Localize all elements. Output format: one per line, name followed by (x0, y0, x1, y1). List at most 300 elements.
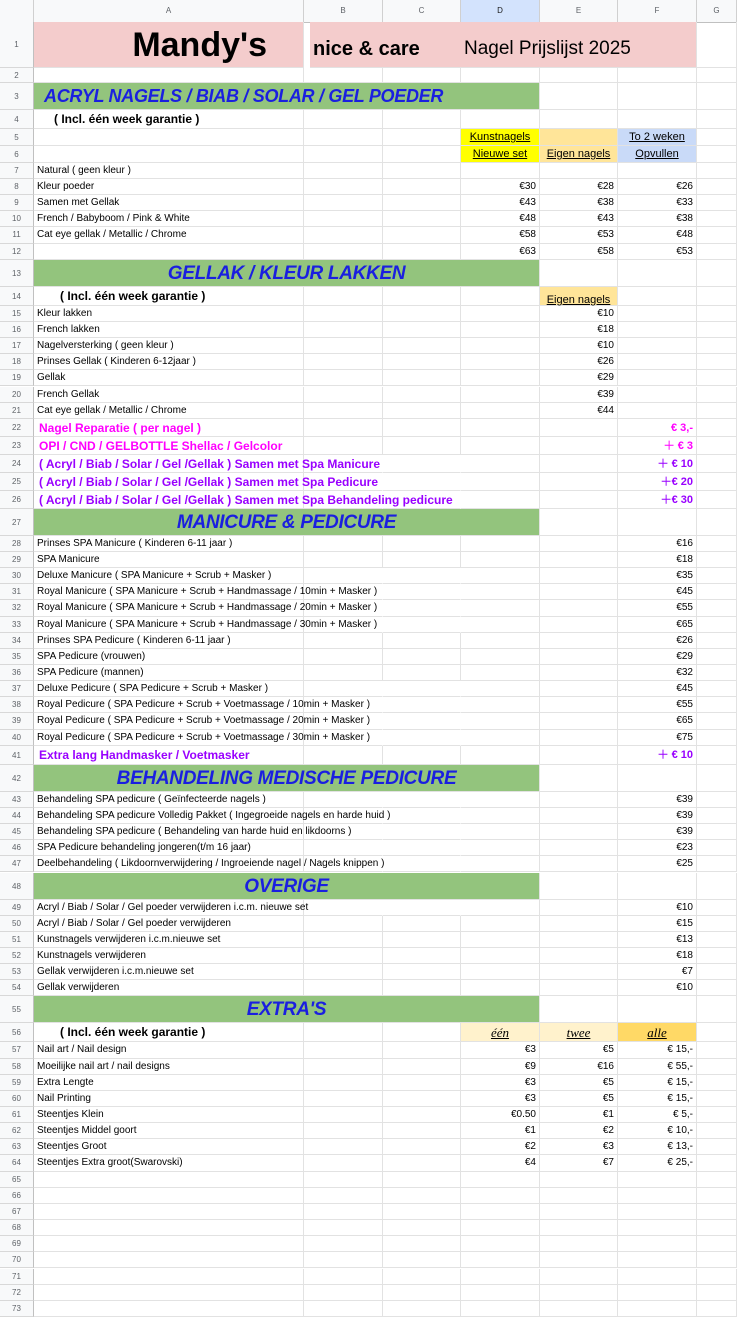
cell-d67[interactable] (461, 1204, 540, 1220)
cell-e53[interactable] (540, 964, 618, 980)
column-header-f[interactable]: F (618, 0, 697, 22)
cell-g57[interactable] (697, 1042, 737, 1058)
cell-e55[interactable] (540, 996, 618, 1023)
cell-d30[interactable] (461, 568, 540, 584)
price-f[interactable]: € 25,- (618, 1155, 697, 1171)
row-number[interactable]: 61 (0, 1107, 34, 1123)
price-f[interactable]: €32 (618, 665, 697, 681)
price-f[interactable]: €45 (618, 584, 697, 600)
price-e[interactable]: €44 (540, 403, 618, 419)
row-number[interactable]: 7 (0, 163, 34, 179)
row-number[interactable]: 22 (0, 419, 34, 437)
cell-g56[interactable] (697, 1023, 737, 1042)
row-number[interactable]: 52 (0, 948, 34, 964)
cell-c63[interactable] (383, 1139, 461, 1155)
price-e[interactable]: €5 (540, 1042, 618, 1058)
cell-g23[interactable] (697, 437, 737, 455)
service-name[interactable]: Extra lang Handmasker / Voetmasker (34, 746, 304, 765)
price-list-title[interactable]: Nagel Prijslijst 2025 (461, 22, 697, 68)
price-f[interactable]: €16 (618, 536, 697, 552)
price-f[interactable]: €35 (618, 568, 697, 584)
cell-e40[interactable] (540, 730, 618, 746)
row-number[interactable]: 73 (0, 1301, 34, 1317)
cell-e29[interactable] (540, 552, 618, 568)
cell-d2[interactable] (461, 68, 540, 83)
service-name[interactable]: Steentjes Klein (34, 1107, 304, 1123)
row-number[interactable]: 38 (0, 697, 34, 713)
cell-g52[interactable] (697, 948, 737, 964)
row-number[interactable]: 36 (0, 665, 34, 681)
cell-d37[interactable] (461, 681, 540, 697)
cell-g24[interactable] (697, 455, 737, 473)
cell-a70[interactable] (34, 1252, 304, 1268)
column-header-e[interactable]: E (540, 0, 618, 22)
row-number[interactable]: 63 (0, 1139, 34, 1155)
cell-g66[interactable] (697, 1188, 737, 1204)
cell-c52[interactable] (383, 948, 461, 964)
cell-d69[interactable] (461, 1236, 540, 1252)
service-name[interactable]: Moeilijke nail art / nail designs (34, 1059, 304, 1075)
cell-g36[interactable] (697, 665, 737, 681)
price-e[interactable]: €58 (540, 244, 618, 260)
cell-b17[interactable] (304, 338, 383, 354)
cell-b53[interactable] (304, 964, 383, 980)
row-number[interactable]: 35 (0, 649, 34, 665)
cell-g47[interactable] (697, 856, 737, 872)
price-e[interactable]: €16 (540, 1059, 618, 1075)
cell-e13[interactable] (540, 260, 618, 287)
service-name[interactable]: Samen met Gellak (34, 195, 304, 211)
cell-e4[interactable] (540, 110, 618, 129)
cell-b68[interactable] (304, 1220, 383, 1236)
cell-c5[interactable] (383, 129, 461, 146)
cell-g45[interactable] (697, 824, 737, 840)
garantie-note[interactable]: ( Incl. één week garantie ) (34, 287, 304, 306)
cell-b73[interactable] (304, 1301, 383, 1317)
price-e[interactable]: €10 (540, 338, 618, 354)
cell-g48[interactable] (697, 873, 737, 900)
cell-e23[interactable] (540, 437, 618, 455)
header-nieuwe-set[interactable]: Nieuwe set (461, 146, 540, 163)
cell-c18[interactable] (383, 354, 461, 370)
row-number[interactable]: 66 (0, 1188, 34, 1204)
cell-c4[interactable] (383, 110, 461, 129)
cell-d52[interactable] (461, 948, 540, 964)
service-name[interactable]: Steentjes Extra groot(Swarovski) (34, 1155, 304, 1171)
row-number[interactable]: 23 (0, 437, 34, 455)
cell-g41[interactable] (697, 746, 737, 765)
cell-g65[interactable] (697, 1172, 737, 1188)
cell-d26[interactable] (461, 491, 540, 509)
cell-e31[interactable] (540, 584, 618, 600)
cell-e34[interactable] (540, 633, 618, 649)
row-number[interactable]: 29 (0, 552, 34, 568)
cell-g6[interactable] (697, 146, 737, 163)
row-number[interactable]: 56 (0, 1023, 34, 1042)
cell-b9[interactable] (304, 195, 383, 211)
service-name[interactable]: French lakken (34, 322, 304, 338)
cell-e48[interactable] (540, 873, 618, 900)
cell-e50[interactable] (540, 916, 618, 932)
cell-c2[interactable] (383, 68, 461, 83)
cell-b65[interactable] (304, 1172, 383, 1188)
service-name[interactable]: Royal Manicure ( SPA Manicure + Scrub + Handmassage / 10min + Masker ) (34, 584, 304, 600)
cell-c68[interactable] (383, 1220, 461, 1236)
cell-g3[interactable] (697, 83, 737, 110)
cell-c16[interactable] (383, 322, 461, 338)
cell-c24[interactable] (383, 455, 461, 473)
column-header-c[interactable]: C (383, 0, 461, 22)
cell-g50[interactable] (697, 916, 737, 932)
cell-g73[interactable] (697, 1301, 737, 1317)
cell-c58[interactable] (383, 1059, 461, 1075)
price-e[interactable]: €18 (540, 322, 618, 338)
cell-c67[interactable] (383, 1204, 461, 1220)
row-number[interactable]: 44 (0, 808, 34, 824)
cell-d18[interactable] (461, 354, 540, 370)
cell-e71[interactable] (540, 1269, 618, 1285)
cell-b67[interactable] (304, 1204, 383, 1220)
cell-f71[interactable] (618, 1269, 697, 1285)
row-number[interactable]: 71 (0, 1269, 34, 1285)
cell-d51[interactable] (461, 932, 540, 948)
cell-f72[interactable] (618, 1285, 697, 1301)
cell-c47[interactable] (383, 856, 461, 872)
cell-e68[interactable] (540, 1220, 618, 1236)
cell-g37[interactable] (697, 681, 737, 697)
cell-e67[interactable] (540, 1204, 618, 1220)
service-name[interactable]: Royal Manicure ( SPA Manicure + Scrub + Handmassage / 20min + Masker ) (34, 600, 304, 616)
cell-d39[interactable] (461, 713, 540, 729)
service-name[interactable]: Acryl / Biab / Solar / Gel poeder verwijderen (34, 916, 304, 932)
cell-g63[interactable] (697, 1139, 737, 1155)
cell-g54[interactable] (697, 980, 737, 996)
cell-c25[interactable] (383, 473, 461, 491)
price-f[interactable]: €26 (618, 179, 697, 195)
row-number[interactable]: 12 (0, 244, 34, 260)
cell-b36[interactable] (304, 665, 383, 681)
row-number[interactable]: 9 (0, 195, 34, 211)
row-number[interactable]: 47 (0, 856, 34, 872)
service-name[interactable]: Behandeling SPA pedicure ( Behandeling van harde huid en likdoorns ) (34, 824, 304, 840)
cell-g8[interactable] (697, 179, 737, 195)
cell-c64[interactable] (383, 1155, 461, 1171)
price-e[interactable]: €26 (540, 354, 618, 370)
cell-b29[interactable] (304, 552, 383, 568)
cell-g4[interactable] (697, 110, 737, 129)
cell-e30[interactable] (540, 568, 618, 584)
row-number[interactable]: 10 (0, 211, 34, 227)
cell-d25[interactable] (461, 473, 540, 491)
cell-b4[interactable] (304, 110, 383, 129)
row-number[interactable]: 72 (0, 1285, 34, 1301)
price-d[interactable]: €2 (461, 1139, 540, 1155)
service-name[interactable]: Deluxe Pedicure ( SPA Pedicure + Scrub + Masker ) (34, 681, 304, 697)
cell-c70[interactable] (383, 1252, 461, 1268)
price-f[interactable]: ＋€ 20 (618, 473, 697, 491)
price-d[interactable]: €3 (461, 1042, 540, 1058)
service-name[interactable]: ( Acryl / Biab / Solar / Gel /Gellak ) Samen met Spa Pedicure (34, 473, 304, 491)
cell-f19[interactable] (618, 370, 697, 386)
price-f[interactable]: € 15,- (618, 1091, 697, 1107)
cell-d33[interactable] (461, 617, 540, 633)
row-number[interactable]: 62 (0, 1123, 34, 1139)
cell-b11[interactable] (304, 227, 383, 243)
cell-e42[interactable] (540, 765, 618, 792)
row-number[interactable]: 37 (0, 681, 34, 697)
cell-a2[interactable] (34, 68, 304, 83)
cell-e70[interactable] (540, 1252, 618, 1268)
price-e[interactable]: €53 (540, 227, 618, 243)
cell-d41[interactable] (461, 746, 540, 765)
cell-f67[interactable] (618, 1204, 697, 1220)
price-e[interactable]: €29 (540, 370, 618, 386)
cell-b20[interactable] (304, 387, 383, 403)
cell-f42[interactable] (618, 765, 697, 792)
price-f[interactable]: €39 (618, 808, 697, 824)
cell-d47[interactable] (461, 856, 540, 872)
row-number[interactable]: 5 (0, 129, 34, 146)
cell-c45[interactable] (383, 824, 461, 840)
column-header-d[interactable]: D (461, 0, 540, 22)
cell-b37[interactable] (304, 681, 383, 697)
service-name[interactable]: SPA Pedicure (vrouwen) (34, 649, 304, 665)
row-number[interactable]: 30 (0, 568, 34, 584)
cell-e7[interactable] (540, 163, 618, 179)
cell-b7[interactable] (304, 163, 383, 179)
price-f[interactable]: €15 (618, 916, 697, 932)
service-name[interactable]: SPA Pedicure (mannen) (34, 665, 304, 681)
cell-d31[interactable] (461, 584, 540, 600)
cell-b21[interactable] (304, 403, 383, 419)
cell-a68[interactable] (34, 1220, 304, 1236)
header-kunstnagels[interactable]: Kunstnagels (461, 129, 540, 146)
cell-c21[interactable] (383, 403, 461, 419)
cell-g11[interactable] (697, 227, 737, 243)
price-f[interactable]: €26 (618, 633, 697, 649)
cell-f13[interactable] (618, 260, 697, 287)
row-number[interactable]: 26 (0, 491, 34, 509)
row-number[interactable]: 43 (0, 792, 34, 808)
cell-g27[interactable] (697, 509, 737, 536)
cell-b49[interactable] (304, 900, 383, 916)
cell-f18[interactable] (618, 354, 697, 370)
service-name[interactable]: Gellak verwijderen i.c.m.nieuwe set (34, 964, 304, 980)
price-f[interactable]: € 13,- (618, 1139, 697, 1155)
price-d[interactable]: €63 (461, 244, 540, 260)
service-name[interactable]: Deluxe Manicure ( SPA Manicure + Scrub + Masker ) (34, 568, 304, 584)
cell-c15[interactable] (383, 306, 461, 322)
cell-b5[interactable] (304, 129, 383, 146)
cell-b10[interactable] (304, 211, 383, 227)
section-extras[interactable]: EXTRA'S (34, 996, 540, 1023)
cell-e35[interactable] (540, 649, 618, 665)
cell-b51[interactable] (304, 932, 383, 948)
cell-b18[interactable] (304, 354, 383, 370)
row-number[interactable]: 25 (0, 473, 34, 491)
price-f[interactable]: ＋ € 10 (618, 746, 697, 765)
cell-c61[interactable] (383, 1107, 461, 1123)
price-d[interactable]: €3 (461, 1091, 540, 1107)
cell-e52[interactable] (540, 948, 618, 964)
cell-d50[interactable] (461, 916, 540, 932)
cell-e3[interactable] (540, 83, 618, 110)
cell-e47[interactable] (540, 856, 618, 872)
service-name[interactable]: French / Babyboom / Pink & White (34, 211, 304, 227)
cell-d35[interactable] (461, 649, 540, 665)
cell-b70[interactable] (304, 1252, 383, 1268)
cell-b22[interactable] (304, 419, 383, 437)
cell-b61[interactable] (304, 1107, 383, 1123)
salon-name[interactable]: Mandy's (34, 22, 304, 68)
cell-a67[interactable] (34, 1204, 304, 1220)
row-number[interactable]: 17 (0, 338, 34, 354)
cell-c65[interactable] (383, 1172, 461, 1188)
salon-tagline[interactable]: nice & care (310, 22, 467, 68)
section-manicure[interactable]: MANICURE & PEDICURE (34, 509, 540, 536)
cell-g51[interactable] (697, 932, 737, 948)
price-f[interactable]: €55 (618, 600, 697, 616)
row-number[interactable]: 18 (0, 354, 34, 370)
cell-c43[interactable] (383, 792, 461, 808)
cell-g2[interactable] (697, 68, 737, 83)
cell-b63[interactable] (304, 1139, 383, 1155)
cell-e54[interactable] (540, 980, 618, 996)
cell-g69[interactable] (697, 1236, 737, 1252)
cell-f70[interactable] (618, 1252, 697, 1268)
cell-b30[interactable] (304, 568, 383, 584)
cell-g33[interactable] (697, 617, 737, 633)
row-number[interactable]: 28 (0, 536, 34, 552)
service-name[interactable]: SPA Manicure (34, 552, 304, 568)
cell-d19[interactable] (461, 370, 540, 386)
cell-c28[interactable] (383, 536, 461, 552)
cell-c60[interactable] (383, 1091, 461, 1107)
cell-f3[interactable] (618, 83, 697, 110)
cell-d20[interactable] (461, 387, 540, 403)
row-number[interactable]: 8 (0, 179, 34, 195)
price-f[interactable]: €23 (618, 840, 697, 856)
price-e[interactable]: €39 (540, 387, 618, 403)
row-number[interactable]: 53 (0, 964, 34, 980)
cell-b69[interactable] (304, 1236, 383, 1252)
row-number[interactable]: 46 (0, 840, 34, 856)
section-overige[interactable]: OVERIGE (34, 873, 540, 900)
cell-d4[interactable] (461, 110, 540, 129)
cell-e69[interactable] (540, 1236, 618, 1252)
cell-c37[interactable] (383, 681, 461, 697)
cell-b56[interactable] (304, 1023, 383, 1042)
cell-d36[interactable] (461, 665, 540, 681)
service-name[interactable]: Behandeling SPA pedicure ( Geïnfecteerde nagels ) (34, 792, 304, 808)
service-name[interactable]: Steentjes Middel goort (34, 1123, 304, 1139)
service-name[interactable]: Deelbehandeling ( Likdoornverwijdering / Ingroeiende nagel / Nagels knippen ) (34, 856, 304, 872)
cell-e43[interactable] (540, 792, 618, 808)
cell-b28[interactable] (304, 536, 383, 552)
cell-b57[interactable] (304, 1042, 383, 1058)
header-twee[interactable]: twee (540, 1023, 618, 1042)
cell-g39[interactable] (697, 713, 737, 729)
cell-g70[interactable] (697, 1252, 737, 1268)
price-d[interactable]: €3 (461, 1075, 540, 1091)
cell-g71[interactable] (697, 1269, 737, 1285)
cell-e45[interactable] (540, 824, 618, 840)
cell-c11[interactable] (383, 227, 461, 243)
cell-b12[interactable] (304, 244, 383, 260)
cell-d49[interactable] (461, 900, 540, 916)
cell-c39[interactable] (383, 713, 461, 729)
column-header-b[interactable]: B (304, 0, 383, 22)
service-name[interactable]: Acryl / Biab / Solar / Gel poeder verwijderen i.c.m. nieuwe set (34, 900, 304, 916)
price-f[interactable]: €45 (618, 681, 697, 697)
row-number[interactable]: 14 (0, 287, 34, 306)
cell-g58[interactable] (697, 1059, 737, 1075)
cell-d70[interactable] (461, 1252, 540, 1268)
cell-b66[interactable] (304, 1188, 383, 1204)
cell-b19[interactable] (304, 370, 383, 386)
cell-b41[interactable] (304, 746, 383, 765)
service-name[interactable]: Kunstnagels verwijderen i.c.m.nieuwe set (34, 932, 304, 948)
row-number[interactable]: 42 (0, 765, 34, 792)
price-f[interactable]: €33 (618, 195, 697, 211)
cell-e2[interactable] (540, 68, 618, 83)
header-een[interactable]: één (461, 1023, 540, 1042)
price-e[interactable]: €43 (540, 211, 618, 227)
price-f[interactable]: ＋ € 3 (618, 437, 697, 455)
cell-g20[interactable] (697, 387, 737, 403)
cell-d17[interactable] (461, 338, 540, 354)
service-name[interactable]: Steentjes Groot (34, 1139, 304, 1155)
cell-b59[interactable] (304, 1075, 383, 1091)
row-number[interactable]: 39 (0, 713, 34, 729)
price-d[interactable]: €30 (461, 179, 540, 195)
cell-d28[interactable] (461, 536, 540, 552)
cell-b8[interactable] (304, 179, 383, 195)
service-name[interactable]: Nagel Reparatie ( per nagel ) (34, 419, 304, 437)
row-number[interactable]: 32 (0, 600, 34, 616)
cell-a66[interactable] (34, 1188, 304, 1204)
cell-e49[interactable] (540, 900, 618, 916)
service-name[interactable]: Extra Lengte (34, 1075, 304, 1091)
price-f[interactable]: €25 (618, 856, 697, 872)
cell-e66[interactable] (540, 1188, 618, 1204)
row-number[interactable]: 11 (0, 227, 34, 243)
price-f[interactable]: €38 (618, 211, 697, 227)
cell-e27[interactable] (540, 509, 618, 536)
service-name[interactable]: Natural ( geen kleur ) (34, 163, 304, 179)
cell-g30[interactable] (697, 568, 737, 584)
cell-f21[interactable] (618, 403, 697, 419)
price-d[interactable]: €58 (461, 227, 540, 243)
cell-d29[interactable] (461, 552, 540, 568)
price-d[interactable]: €48 (461, 211, 540, 227)
service-name[interactable]: ( Acryl / Biab / Solar / Gel /Gellak ) Samen met Spa Manicure (34, 455, 304, 473)
price-e[interactable]: €3 (540, 1139, 618, 1155)
price-f[interactable]: €65 (618, 713, 697, 729)
cell-b52[interactable] (304, 948, 383, 964)
cell-g1[interactable] (697, 22, 737, 68)
row-number[interactable]: 19 (0, 370, 34, 386)
price-e[interactable]: €5 (540, 1091, 618, 1107)
price-e[interactable]: €28 (540, 179, 618, 195)
cell-b58[interactable] (304, 1059, 383, 1075)
cell-g9[interactable] (697, 195, 737, 211)
cell-g60[interactable] (697, 1091, 737, 1107)
cell-g14[interactable] (697, 287, 737, 306)
cell-g62[interactable] (697, 1123, 737, 1139)
cell-e24[interactable] (540, 455, 618, 473)
price-e[interactable]: €5 (540, 1075, 618, 1091)
